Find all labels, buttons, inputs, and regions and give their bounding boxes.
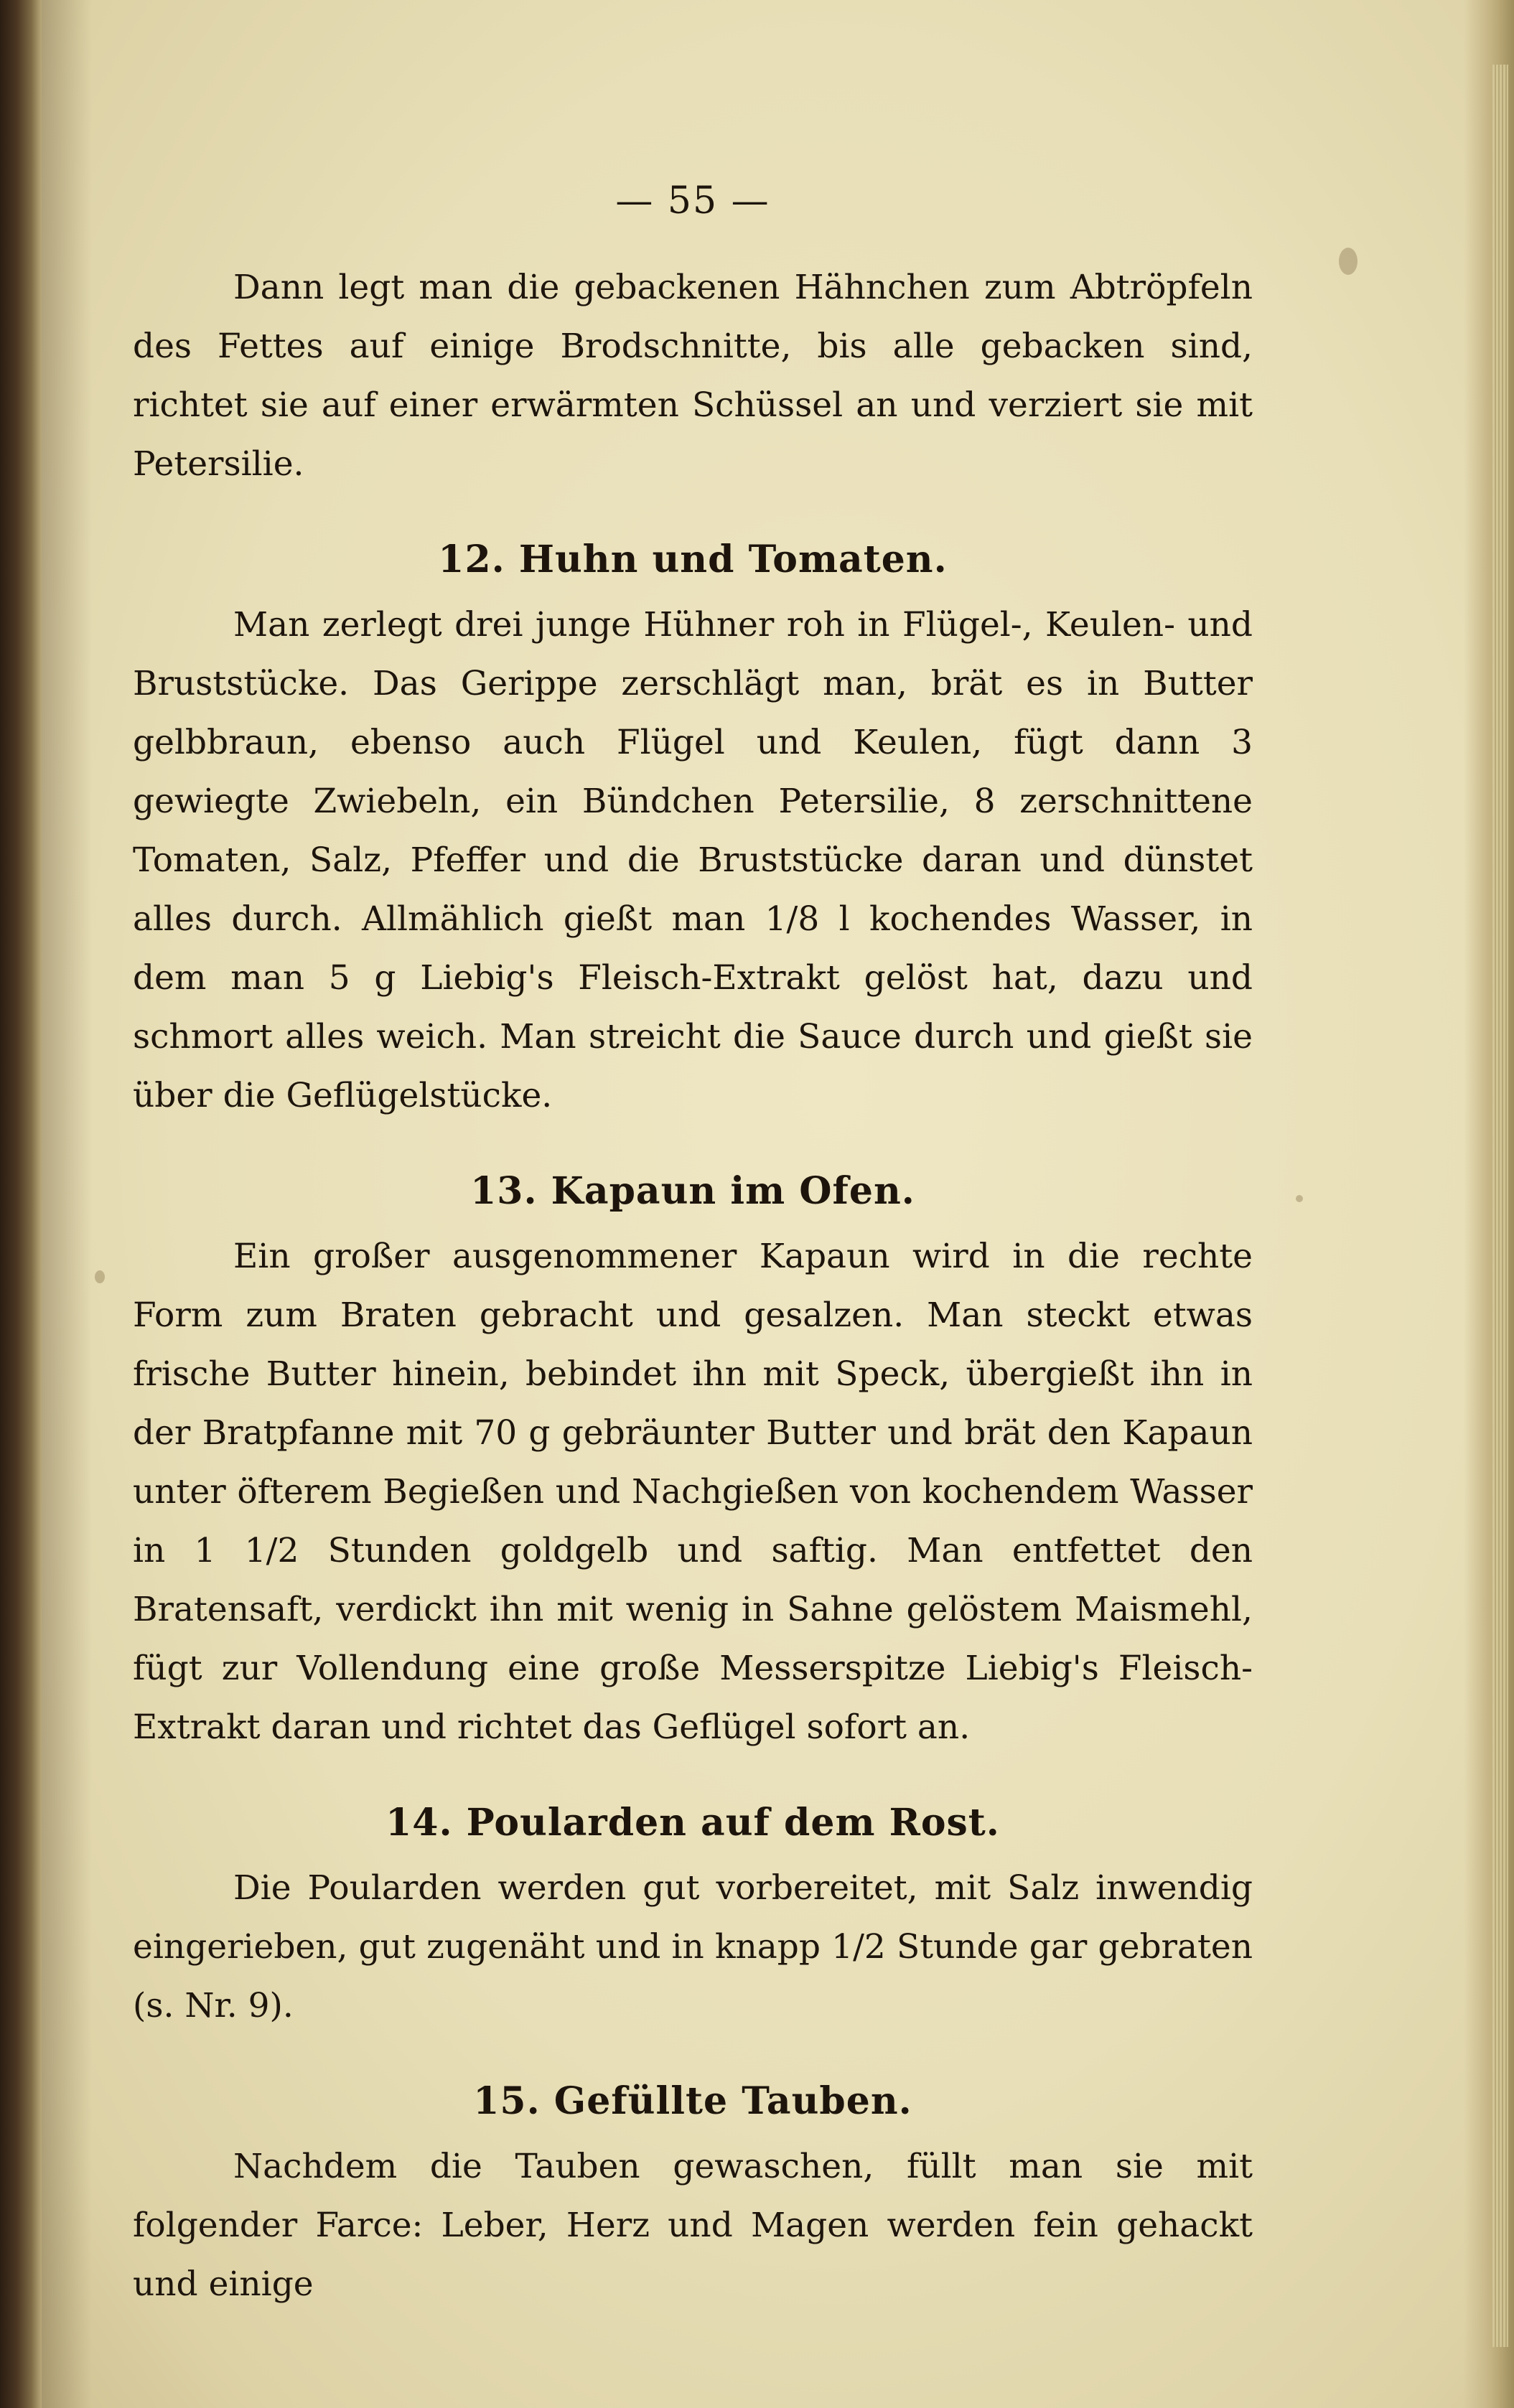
recipe-heading-12: 12. Huhn und Tomaten. bbox=[438, 538, 948, 581]
stacked-page-edges bbox=[1492, 65, 1508, 2347]
spine-shadow bbox=[42, 0, 92, 2408]
stain-spot bbox=[95, 1270, 105, 1283]
page-text bbox=[133, 172, 1253, 2314]
recipe-text-13: Ein großer ausgenommener Kapaun wird in die rechte Form zum Braten gebracht und gesalzen. Man steckt etwas frische Butter hinein, bebindet ihn mit Speck, übergießt ihn in der Bratpfanne mit 70 g gebräunter Butter und brät den Kapaun unter öfterem Begießen und Nachgießen von kochendem Wasser in 1 1/2 Stunden goldgelb und saftig. Man entfettet den Bratensaft, verdickt ihn mit wenig in Sahne gelöstem Maismehl, fügt zur Vollendung eine große Messerspitze Liebig's Fleisch-Extrakt daran und richtet das Geflügel sofort an. bbox=[133, 1237, 1253, 1747]
paragraph-continuation: Dann legt man die gebackenen Hähnchen zum Abtröpfeln des Fettes auf einige Brodschnitte, bis alle gebacken sind, richtet sie auf einer erwärmten Schüssel an und verziert sie mit Petersilie. bbox=[133, 268, 1253, 484]
stain-spot bbox=[1296, 1195, 1303, 1202]
recipe-text-15: Nachdem die Tauben gewaschen, füllt man sie mit folgender Farce: Leber, Herz und Magen werden fein gehackt und einige bbox=[133, 2147, 1253, 2304]
stain-spot bbox=[1339, 248, 1358, 275]
book-spine bbox=[0, 0, 42, 2408]
recipe-text-12: Man zerlegt drei junge Hühner roh in Flügel-, Keulen- und Bruststücke. Das Gerippe zerschlägt man, brät es in Butter gelbbraun, ebenso auch Flügel und Keulen, fügt dann 3 gewiegte Zwiebeln, ein Bündchen Petersilie, 8 zerschnittene Tomaten, Salz, Pfeffer und die Bruststücke daran und dünstet alles durch. Allmählich gießt man 1/8 l kochendes Wasser, in dem man 5 g Liebig's Fleisch-Extrakt gelöst hat, dazu und schmort alles weich. Man streicht die Sauce durch und gießt sie über die Geflügelstücke. bbox=[133, 605, 1253, 1115]
recipe-text-14: Die Poularden werden gut vorbereitet, mit Salz inwendig eingerieben, gut zugenäht und in knapp 1/2 Stunde gar gebraten (s. Nr. 9). bbox=[133, 1868, 1253, 2025]
recipe-heading-15: 15. Gefüllte Tauben. bbox=[473, 2079, 912, 2123]
page-number: — 55 — bbox=[615, 179, 770, 222]
recipe-heading-14: 14. Poularden auf dem Rost. bbox=[385, 1801, 1000, 1845]
recipe-heading-13: 13. Kapaun im Ofen. bbox=[470, 1169, 915, 1213]
